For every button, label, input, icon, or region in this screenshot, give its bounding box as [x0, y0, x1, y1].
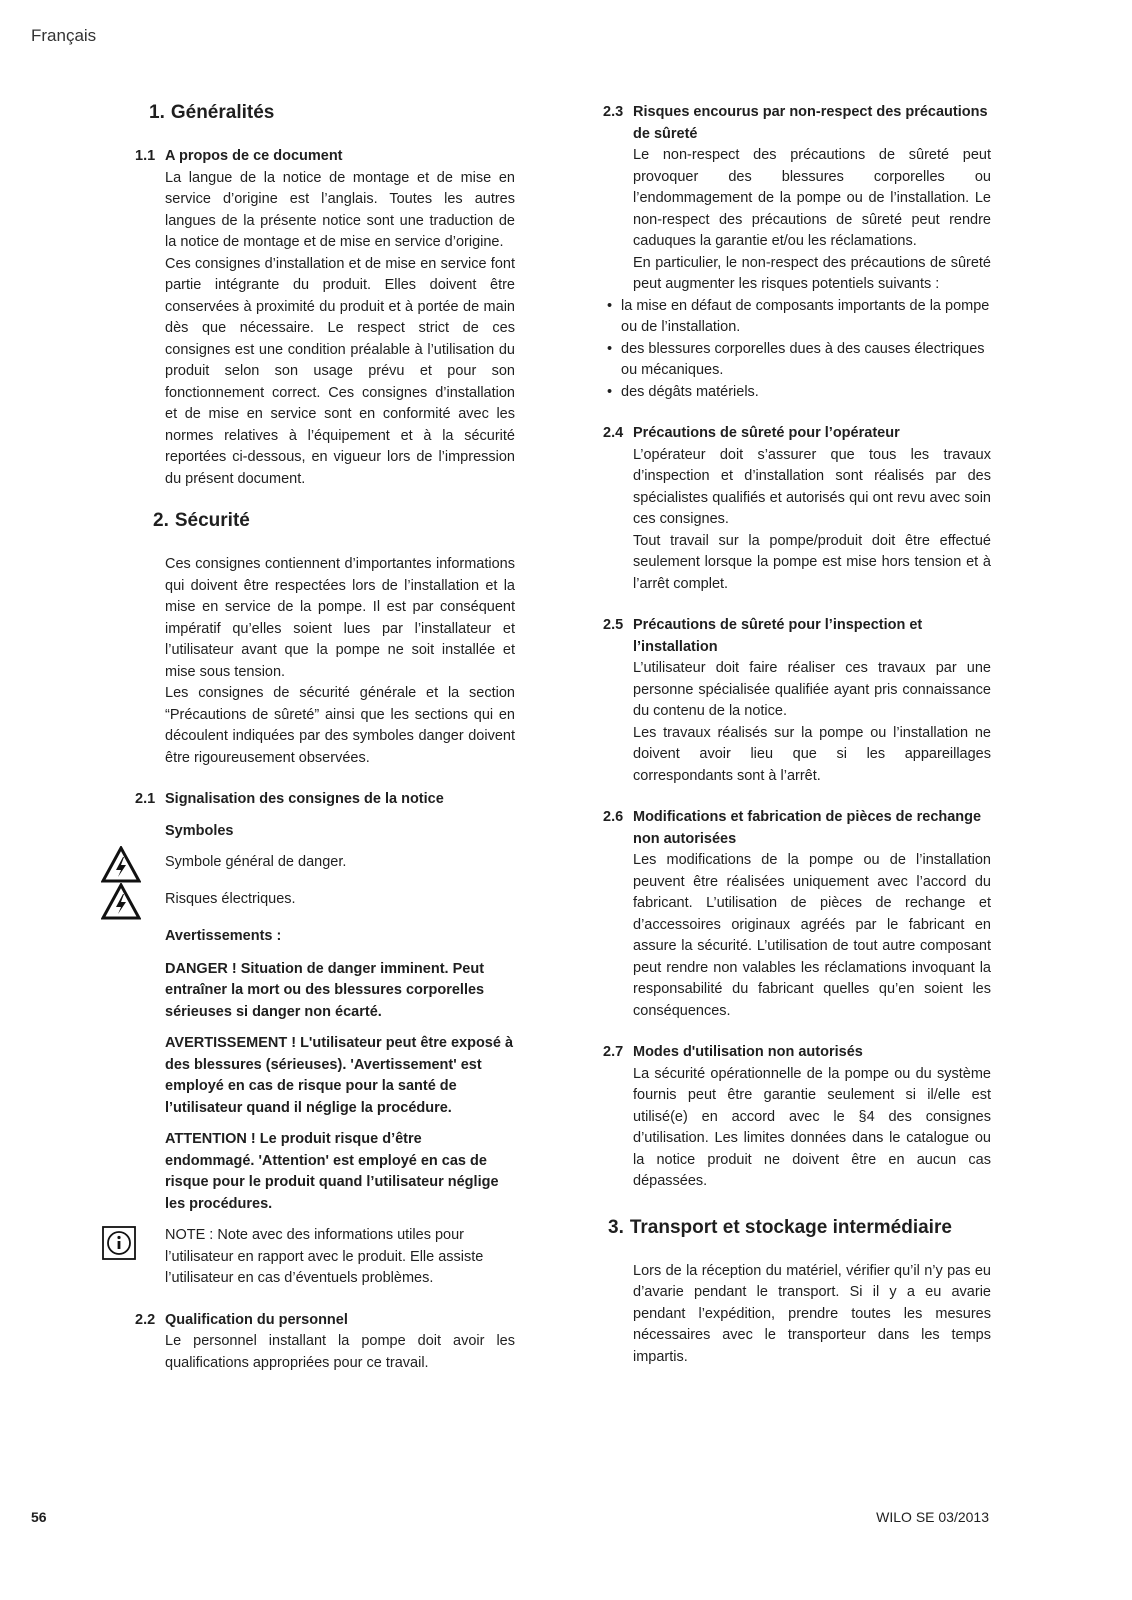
section-title: Risques encourus par non-respect des précautions de sûreté — [633, 104, 988, 142]
symbol-row-electrical — [165, 889, 515, 911]
note-text: NOTE : Note avec des informations utiles pour l’utilisateur en rapport avec le produit. Elle assiste l’utilisateur en cas d’éventuels problèmes. — [165, 1227, 484, 1286]
header-language: Français — [31, 26, 97, 45]
paragraph: L’utilisateur doit faire réaliser ces travaux par une personne spécialisée qualifiée ayant pris connaissance du contenu de la notice. — [633, 660, 991, 719]
section-title: Modes d'utilisation non autorisés — [633, 1044, 863, 1060]
paragraph: Les travaux réalisés sur la pompe ou l’installation ne doivent avoir lieu que si les appareillages correspondants sont à l’arrêt. — [633, 724, 991, 784]
info-note-icon — [101, 1225, 137, 1261]
paragraph: Tout travail sur la pompe/produit doit être effectué seulement lorsque la pompe est mise hors tension et à l’arrêt complet. — [633, 532, 991, 592]
symbol-row-general-danger — [165, 852, 515, 874]
paragraph: La sécurité opérationnelle de la pompe ou du système fournis peut être garantie seulement si il/elle est utilisé(e) en accord avec le §4 des consignes d’utilisation. Les limites données dans le catalogue ou la notice produit ne doivent être en aucun cas dépassées. — [633, 1065, 991, 1189]
paragraph: En particulier, le non-respect des précautions de sûreté peut augmenter les risques potentiels suivants : — [633, 254, 991, 292]
section-number: 2.7 — [603, 1044, 624, 1060]
symbols-subheading: Symboles — [165, 822, 234, 839]
section-2-5-heading — [603, 615, 991, 658]
paragraph: La langue de la notice de montage et de mise en service d’origine est l’anglais. Toutes les autres langues de la présente notice sont une traduction de la notice de montage et de mise en service d’origine. — [165, 169, 515, 250]
section-number: 2.4 — [603, 425, 624, 441]
section-number: 1.1 — [135, 148, 156, 164]
section-title: Généralités — [170, 102, 275, 123]
section-2-1-heading — [135, 789, 515, 811]
risk-list — [603, 296, 991, 404]
section-1-1-heading — [135, 146, 515, 168]
section-title: Transport et stockage intermédiaire — [629, 1216, 952, 1238]
footer-brand: WILO SE 03/2013 — [876, 1509, 989, 1525]
section-number: 1. — [149, 102, 165, 123]
section-2-4-heading — [603, 423, 991, 445]
paragraph: Les consignes de sécurité générale et la section “Précautions de sûreté” ainsi que les sections qui en découlent indiquées par des symboles danger doivent être rigoureusement observées. — [165, 685, 515, 766]
electrical-hazard-icon — [101, 883, 141, 921]
paragraph: Le non-respect des précautions de sûreté peut provoquer des blessures corporelles ou l’endommagement de la pompe ou de l’installation. Le non-respect des précautions de sûreté peut rendre caduques la garantie et/ou les réclamations. — [633, 147, 991, 249]
section-number: 2.3 — [603, 104, 624, 120]
section-1-heading — [149, 100, 515, 126]
paragraph: Le personnel installant la pompe doit avoir les qualifications appropriées pour ce travail. — [165, 1333, 515, 1371]
section-number: 2.6 — [603, 809, 624, 825]
section-number: 2. — [153, 510, 169, 531]
list-item: • des blessures corporelles dues à des causes électriques ou mécaniques. — [603, 339, 991, 382]
paragraph: Les modifications de la pompe ou de l’installation peuvent être réalisées uniquement avec l’accord du fabricant. L’utilisation de pièces de rechange et d’accessoires originaux agréés par le fabricant en assure la sécurité. L’utilisation de tout autre composant peut rendre non valables les réclamations invoquant la responsabilité du fabricant quelles qu’en soient les conséquences. — [633, 852, 991, 1019]
danger-warning-icon — [101, 846, 141, 884]
attention-warning-text: ATTENTION ! Le produit risque d’être endommagé. 'Attention' est employé en cas de risque pour le produit quand l’utilisateur néglige les procédures. — [165, 1131, 499, 1212]
section-title: Modifications et fabrication de pièces de rechange non autorisées — [633, 809, 982, 847]
section-2-heading — [153, 508, 515, 534]
note-block — [165, 1225, 515, 1290]
right-column — [603, 102, 991, 1368]
section-title: Qualification du personnel — [165, 1311, 348, 1328]
left-column — [135, 100, 515, 1374]
avertissement-warning-text: AVERTISSEMENT ! L'utilisateur peut être exposé à des blessures (sérieuses). 'Avertissement' est employé en cas de risque pour la santé de l’utilisateur quand il néglige la procédure. — [165, 1035, 514, 1116]
section-number: 2.5 — [603, 617, 624, 633]
paragraph: Ces consignes d’installation et de mise en service font partie intégrante du produit. Elles doivent être conservées à proximité du produit et à portée de main dès que nécessaire. Le respect strict de ces consignes est une condition préalable à l’utilisation du produit selon son usage prévu et pour son fonctionnement correct. Ces consignes d’installation et de mise en service sont en conformité avec les normes relatives à l’équipement et à la sécurité reportées ci-dessous, en vigueur lors de l’impression du présent document. — [165, 255, 515, 487]
section-title: Signalisation des consignes de la notice — [165, 791, 444, 807]
section-title: Sécurité — [174, 510, 250, 531]
section-2-2-heading — [135, 1310, 515, 1332]
list-item: • la mise en défaut de composants importants de la pompe ou de l’installation. — [603, 296, 991, 339]
list-item: • des dégâts matériels. — [603, 382, 991, 404]
section-number: 2.2 — [135, 1311, 156, 1328]
section-2-6-heading — [603, 807, 991, 850]
section-3-heading — [608, 1215, 991, 1241]
symbol-description: Symbole général de danger. — [165, 854, 347, 870]
section-2-7-heading — [603, 1042, 991, 1064]
warnings-subheading: Avertissements : — [165, 928, 282, 944]
section-number: 3. — [608, 1216, 624, 1238]
section-2-3-heading — [603, 102, 991, 145]
section-title: A propos de ce document — [165, 148, 343, 164]
paragraph: Ces consignes contiennent d’importantes informations qui doivent être respectées lors de l’installation et la mise en service de la pompe. Il est par conséquent impératif qu’elles soient lues par l’installateur et l’utilisateur avant que la pompe ne soit installée et mise sous tension. — [165, 556, 515, 680]
danger-warning-text: DANGER ! Situation de danger imminent. Peut entraîner la mort ou des blessures corporelles sérieuses si danger non écarté. — [165, 960, 485, 1020]
page-number: 56 — [31, 1509, 47, 1525]
paragraph: Lors de la réception du matériel, vérifier qu’il n’y pas eu d’avarie pendant le transport. Si il y a eu avarie pendant l’expédition, prendre toutes les mesures nécessaires avec le transporteur dans les temps impartis. — [633, 1262, 991, 1365]
section-number: 2.1 — [135, 791, 156, 807]
section-title: Précautions de sûreté pour l’inspection et l’installation — [633, 617, 923, 655]
symbol-description: Risques électriques. — [165, 890, 296, 907]
paragraph: L’opérateur doit s’assurer que tous les travaux d’inspection et d’installation sont réalisés par des spécialistes qualifiés et autorisés qui ont revu avec soin ces consignes. — [633, 446, 991, 527]
section-title: Précautions de sûreté pour l’opérateur — [633, 425, 900, 441]
